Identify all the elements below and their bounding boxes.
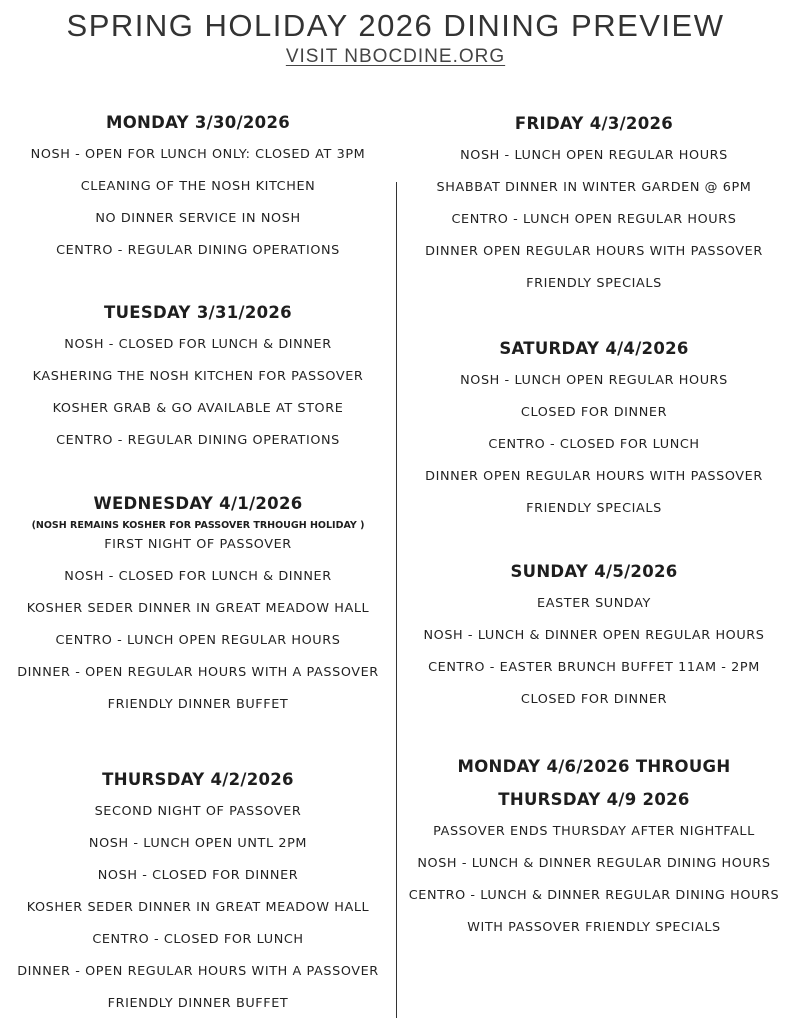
list-item: CENTRO - EASTER BRUNCH BUFFET 11AM - 2PM	[428, 660, 760, 675]
list-item: DINNER - OPEN REGULAR HOURS WITH A PASSOVER	[17, 964, 379, 979]
list-item: CENTRO - LUNCH OPEN REGULAR HOURS	[55, 633, 341, 648]
list-item: SHABBAT DINNER IN WINTER GARDEN @ 6PM	[436, 180, 752, 195]
list-item: KOSHER SEDER DINNER IN GREAT MEADOW HALL	[26, 601, 370, 616]
day-heading: MONDAY 4/6/2026 THROUGH	[457, 757, 731, 776]
day-wednesday-4-1	[0, 494, 396, 721]
list-item: EASTER SUNDAY	[537, 596, 651, 611]
website-link[interactable]: VISIT NBOCDINE.ORG	[285, 46, 506, 67]
list-item: CENTRO - LUNCH OPEN REGULAR HOURS	[451, 212, 737, 227]
day-items	[398, 588, 790, 716]
day-items	[398, 140, 790, 300]
list-item: NOSH - LUNCH & DINNER REGULAR DINING HOURS	[417, 856, 771, 871]
day-items	[0, 529, 396, 721]
list-item: DINNER OPEN REGULAR HOURS WITH PASSOVER	[425, 469, 763, 484]
day-thursday-4-2	[0, 770, 396, 1020]
day-friday-4-3	[398, 114, 790, 300]
list-item: FRIENDLY SPECIALS	[526, 501, 662, 516]
day-items	[398, 816, 790, 944]
day-items	[0, 139, 396, 267]
day-items	[0, 329, 396, 457]
day-heading: WEDNESDAY 4/1/2026	[93, 494, 303, 513]
list-item: CENTRO - CLOSED FOR LUNCH	[92, 932, 304, 947]
list-item: WITH PASSOVER FRIENDLY SPECIALS	[467, 920, 721, 935]
list-item: KOSHER SEDER DINNER IN GREAT MEADOW HALL	[26, 900, 370, 915]
list-item: DINNER OPEN REGULAR HOURS WITH PASSOVER	[425, 244, 763, 259]
kosher-note: (NOSH REMAINS KOSHER FOR PASSOVER TRHOUGH HOLIDAY )	[31, 520, 365, 531]
day-tuesday-3-31	[0, 303, 396, 457]
list-item: KOSHER GRAB & GO AVAILABLE AT STORE	[52, 401, 344, 416]
list-item: CENTRO - LUNCH & DINNER REGULAR DINING HOURS	[408, 888, 780, 903]
day-monday-4-6-through-thursday-4-9	[398, 750, 790, 944]
day-monday-3-30	[0, 113, 396, 267]
day-heading: SATURDAY 4/4/2026	[499, 339, 689, 358]
column-divider	[396, 182, 397, 1018]
list-item: NOSH - LUNCH OPEN UNTL 2PM	[88, 836, 308, 851]
list-item: CENTRO - REGULAR DINING OPERATIONS	[56, 433, 340, 448]
list-item: FRIENDLY SPECIALS	[526, 276, 662, 291]
list-item: NOSH - OPEN FOR LUNCH ONLY: CLOSED AT 3PM	[30, 147, 366, 162]
list-item: NOSH - LUNCH OPEN REGULAR HOURS	[460, 373, 728, 388]
day-heading-second-line: THURSDAY 4/9 2026	[498, 790, 690, 809]
day-heading: MONDAY 3/30/2026	[105, 113, 291, 132]
list-item: PASSOVER ENDS THURSDAY AFTER NIGHTFALL	[433, 824, 755, 839]
list-item: KASHERING THE NOSH KITCHEN FOR PASSOVER	[32, 369, 364, 384]
day-items	[0, 796, 396, 1020]
list-item: CLOSED FOR DINNER	[520, 692, 668, 707]
list-item: FIRST NIGHT OF PASSOVER	[104, 537, 292, 552]
list-item: CLOSED FOR DINNER	[520, 405, 668, 420]
list-item: NOSH - LUNCH & DINNER OPEN REGULAR HOURS	[423, 628, 765, 643]
list-item: NOSH - LUNCH OPEN REGULAR HOURS	[460, 148, 728, 163]
list-item: DINNER - OPEN REGULAR HOURS WITH A PASSOVER	[17, 665, 379, 680]
list-item: NO DINNER SERVICE IN NOSH	[95, 211, 301, 226]
list-item: CLEANING OF THE NOSH KITCHEN	[80, 179, 316, 194]
day-sunday-4-5	[398, 562, 790, 716]
day-saturday-4-4	[398, 339, 790, 525]
list-item: FRIENDLY DINNER BUFFET	[107, 697, 289, 712]
day-heading: TUESDAY 3/31/2026	[104, 303, 292, 322]
list-item: SECOND NIGHT OF PASSOVER	[94, 804, 302, 819]
day-items	[398, 365, 790, 525]
list-item: CENTRO - CLOSED FOR LUNCH	[488, 437, 700, 452]
page-title: SPRING HOLIDAY 2026 DINING PREVIEW	[66, 8, 725, 43]
day-heading: SUNDAY 4/5/2026	[510, 562, 678, 581]
day-heading: FRIDAY 4/3/2026	[514, 114, 674, 133]
list-item: CENTRO - REGULAR DINING OPERATIONS	[56, 243, 340, 258]
list-item: NOSH - CLOSED FOR DINNER	[97, 868, 299, 883]
list-item: FRIENDLY DINNER BUFFET	[107, 996, 289, 1011]
day-heading: THURSDAY 4/2/2026	[102, 770, 294, 789]
list-item: NOSH - CLOSED FOR LUNCH & DINNER	[64, 337, 332, 352]
list-item: NOSH - CLOSED FOR LUNCH & DINNER	[64, 569, 332, 584]
